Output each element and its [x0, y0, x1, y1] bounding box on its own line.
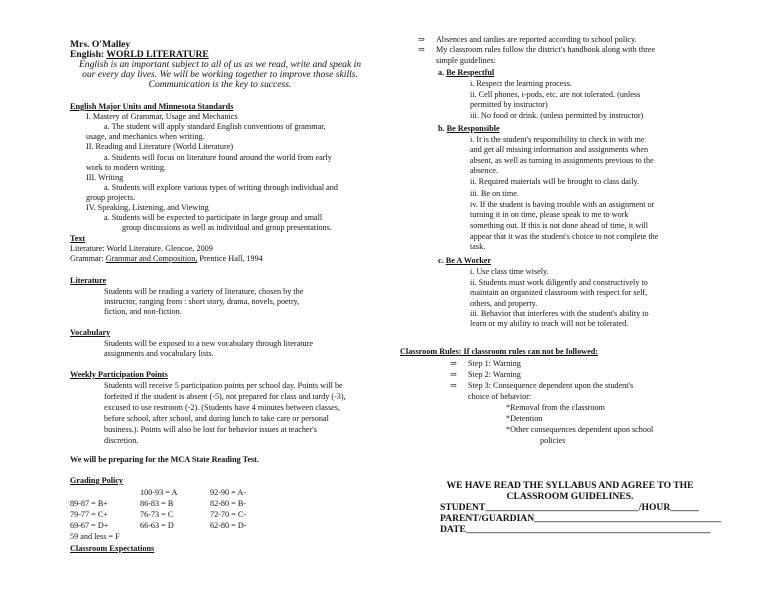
grading-heading: Grading Policy	[70, 476, 123, 485]
arrow-icon: ⇒	[450, 370, 457, 379]
weekly-heading: Weekly Participation Points	[70, 370, 168, 379]
arrow-icon: ⇒	[450, 381, 457, 390]
grade-cell: 66-63 = D	[140, 521, 174, 530]
grade-cell: 69-67 = D+	[70, 521, 109, 530]
consequence-line: *Removal from the classroom	[506, 403, 605, 412]
rule-line: and get all missing information and assignments when	[470, 145, 649, 154]
grade-cell: 100-93 = A	[140, 488, 178, 497]
agreement-line: CLASSROOM GUIDELINES.	[506, 491, 634, 502]
step-line: choice of behavior:	[468, 392, 532, 401]
grade-cell: 86-83 = B	[140, 499, 174, 508]
weekly-line: forfeited if the student is absent (-5), not prepared for class and tardy (-3),	[104, 392, 346, 401]
grammar-prefix: Grammar:	[70, 254, 104, 263]
text-literature: Literature: World Literature. Glencoe, 2009	[70, 244, 213, 253]
unit-line: a. Students will explore various types of writing through individual and	[104, 183, 338, 192]
units-heading: English Major Units and Minnesota Standards	[70, 102, 234, 111]
rule-line: task.	[470, 242, 486, 251]
literature-line: Students will be reading a variety of literature, chosen by the	[104, 287, 304, 296]
mca-note: We will be preparing for the MCA State Reading Test.	[70, 455, 259, 464]
text-heading: Text	[70, 234, 86, 243]
unit-line: a. The student will apply standard English conventions of grammar,	[104, 122, 326, 131]
rule-line: iii. No food or drink. (unless permitted by instructor)	[470, 111, 644, 120]
literature-line: instructor, ranging from : short story, drama, novels, poetry,	[104, 297, 300, 306]
course-title: WORLD LITERATURE	[106, 49, 209, 60]
vocab-heading: Vocabulary	[70, 328, 111, 337]
rule-line: learn or my ability to teach will not be tolerated.	[470, 319, 629, 328]
grade-cell: 76-73 = C	[140, 510, 174, 519]
unit-line: II. Reading and Literature (World Literature)	[86, 142, 234, 151]
weekly-line: business.). Points will also be lost for behavior issues at teacher's	[104, 425, 317, 434]
vocab-line: assignments and vocabulary lists.	[104, 349, 214, 358]
agreement-line: WE HAVE READ THE SYLLABUS AND AGREE TO THE	[446, 480, 694, 491]
rule-line: maintain an organized classroom with respect for self,	[470, 288, 648, 297]
rule-line: ii. Cell phones, i-pods, etc. are not tolerated. (unless	[470, 90, 641, 99]
rule-heading: b. Be Responsible	[438, 124, 500, 133]
arrow-icon: ⇒	[418, 35, 425, 44]
grade-cell: 72-70 = C-	[210, 510, 247, 519]
step-line: Step 2: Warning	[468, 370, 521, 379]
signature-date: DATE___________________________________________________	[440, 524, 711, 535]
grade-cell: 79-77 = C+	[70, 510, 108, 519]
bullet-line: simple guidelines:	[436, 56, 496, 65]
grade-cell: 92-90 = A-	[210, 488, 246, 497]
literature-heading: Literature	[70, 276, 107, 285]
bullet-line: Absences and tardies are reported according to school policy.	[436, 35, 637, 44]
step-line: Step 1: Warning	[468, 359, 521, 368]
signature-parent: PARENT/GUARDIAN_______________________________________	[440, 513, 722, 524]
consequence-line: *Detention	[506, 414, 543, 423]
unit-line: group projects.	[86, 193, 136, 202]
rule-line: iv. If the student is having trouble with an assignment or	[470, 200, 655, 209]
arrow-icon: ⇒	[450, 359, 457, 368]
signature-student: STUDENT________________________________/HOUR______	[440, 502, 700, 513]
rule-line: iii. Be on time.	[470, 189, 519, 198]
teacher-name: Mrs. O'Malley	[70, 39, 131, 50]
grammar-title: Grammar and Composition,	[105, 254, 198, 263]
rule-line: ii. Required materials will be brought to class daily.	[470, 177, 640, 186]
unit-line: IV. Speaking, Listening, and Viewing	[86, 203, 209, 212]
rule-line: turning it in on time, please speak to me to work	[470, 210, 629, 219]
weekly-line: before school, after school, and during lunch to take care or personal	[104, 414, 329, 423]
weekly-line: discretion.	[104, 436, 139, 445]
grade-cell: 89-87 = B+	[70, 499, 108, 508]
weekly-line: excused to use restroom (-2). (Students have 4 minutes between classes,	[104, 403, 341, 412]
intro-line: English is an important subject to all of us as we read, write and speak in	[78, 59, 362, 70]
rule-line: iii. Behavior that interferes with the student's ability to	[470, 309, 649, 318]
grammar-suffix: Prentice Hall, 1994	[199, 254, 263, 263]
bullet-line: My classroom rules follow the district's handbook along with three	[436, 45, 656, 54]
intro-line: Communication is the key to success.	[148, 79, 292, 90]
rule-line: something out. If this is not done ahead of time, it will	[470, 221, 649, 230]
unit-line: a. Students will be expected to participate in large group and small	[104, 213, 323, 222]
rule-line: absent, as well as turning in assignments previous to the	[470, 156, 654, 165]
classroom-rules-heading: Classroom Rules: If classroom rules can not be followed:	[400, 347, 599, 356]
grade-f: 59 and less = F	[70, 532, 120, 541]
literature-line: fiction, and non-fiction.	[104, 307, 182, 316]
rule-line: i. Respect the learning process.	[470, 79, 572, 88]
consequence-line: *Other consequences dependent upon school	[506, 425, 654, 434]
consequence-line: policies	[540, 436, 566, 445]
unit-line: work to modern writing.	[86, 163, 167, 172]
arrow-icon: ⇒	[418, 45, 425, 54]
weekly-line: Students will receive 5 participation points per school day. Points will be	[104, 381, 343, 390]
rule-line: absence.	[470, 166, 498, 175]
expectations-heading: Classroom Expectations	[70, 544, 155, 553]
rule-heading: a. Be Respectful	[438, 68, 495, 77]
unit-line: group discussions as well as individual and group presentations.	[122, 223, 332, 232]
unit-line: usage, and mechanics when writing.	[86, 132, 205, 141]
rule-line: i. It is the student's responsibility to check in with me	[470, 135, 645, 144]
grade-cell: 82-80 = B-	[210, 499, 247, 508]
unit-line: a. Students will focus on literature found around the world from early	[104, 153, 332, 162]
rule-line: permitted by instructor)	[470, 100, 548, 109]
unit-line: III. Writing	[86, 173, 124, 182]
rule-line: i. Use class time wisely.	[470, 267, 549, 276]
vocab-line: Students will be exposed to a new vocabulary through literature	[104, 339, 313, 348]
rule-line: ii. Students must work diligently and constructively to	[470, 278, 648, 287]
rule-heading: c. Be A Worker	[438, 256, 492, 265]
grade-cell: 62-80 = D-	[210, 521, 247, 530]
intro-line: our every day lives. We will be working together to improve those skills.	[82, 69, 358, 80]
step-line: Step 3: Consequence dependent upon the student's	[468, 381, 634, 390]
rule-line: others, and property.	[470, 299, 538, 308]
unit-line: I. Mastery of Grammar, Usage and Mechanics	[86, 112, 238, 121]
course-prefix: English:	[70, 49, 105, 60]
rule-line: appear that it was the student's choice to not complete the	[470, 232, 659, 241]
text-grammar	[70, 254, 263, 264]
